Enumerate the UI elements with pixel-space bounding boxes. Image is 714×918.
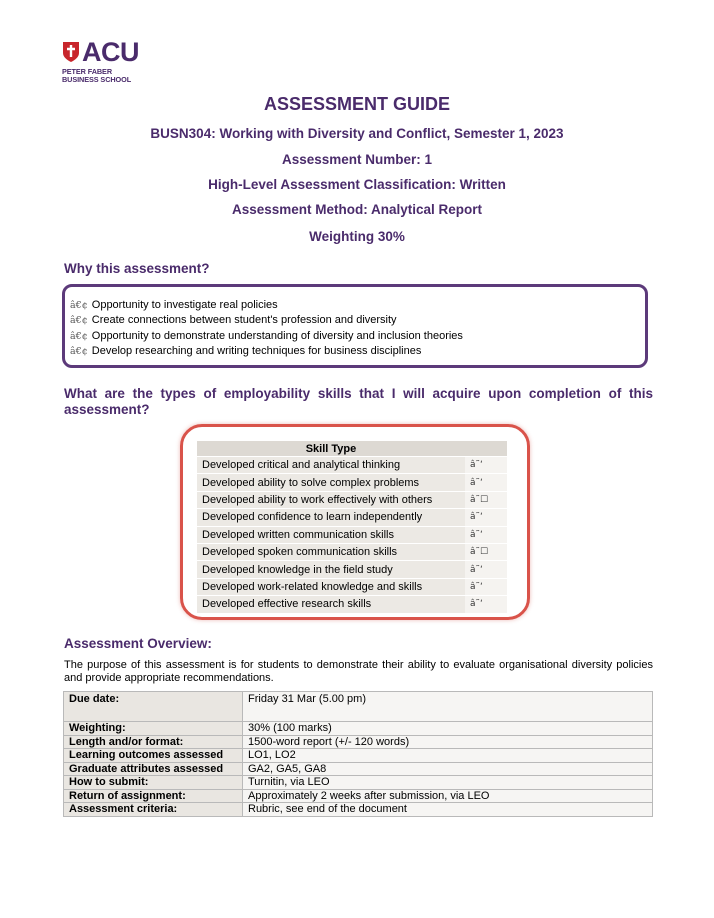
page-title: ASSESSMENT GUIDE [263,94,451,114]
detail-label: Length and/or format: [64,735,243,749]
logo-school-line2: BUSINESS SCHOOL [62,75,132,84]
course-title: BUSN304: Working with Diversity and Conflict, Semester 1, 2023 [150,126,564,141]
table-row [197,509,507,526]
table-row [197,543,507,560]
table-header-row [197,441,507,457]
detail-label: Due date: [64,692,243,722]
detail-label: Learning outcomes assessed [64,749,243,763]
bullet-icon: â€¢ [70,315,88,327]
bullet-icon: â€¢ [70,346,88,358]
skills-table [197,441,507,614]
skill-name: Developed knowledge in the field study [197,561,465,578]
list-item-text: Opportunity to demonstrate understanding of diversity and inclusion theories [91,329,463,342]
checkbox-icon: â˜‘ [465,561,507,578]
skill-name: Developed effective research skills [197,596,465,613]
skill-name: Developed spoken communication skills [197,543,465,560]
detail-value: GA2, GA5, GA8 [243,762,653,776]
detail-label: Weighting: [64,722,243,736]
logo-school [62,68,131,84]
skill-type-header: Skill Type [197,441,465,457]
skill-name: Developed ability to work effectively with others [197,491,465,508]
assessment-classification: High-Level Assessment Classification: Written [208,177,506,192]
shield-icon [63,42,79,62]
checkbox-icon: â˜‘ [465,457,507,474]
list-item [70,298,463,313]
list-item [70,313,463,328]
skill-name: Developed ability to solve complex problems [197,474,465,491]
logo-school-line1: PETER FABER [62,67,112,76]
skill-name: Developed confidence to learn independently [197,509,465,526]
why-list [70,298,463,360]
checkbox-icon: â˜‘ [465,509,507,526]
list-item [70,329,463,344]
skill-name: Developed work-related knowledge and skills [197,578,465,595]
list-item-text: Develop researching and writing techniques for business disciplines [91,345,422,358]
detail-label: Graduate attributes assessed [64,762,243,776]
list-item-text: Opportunity to investigate real policies [91,299,278,311]
table-row [197,474,507,491]
detail-value: 1500-word report (+/- 120 words) [243,735,653,749]
table-row [64,762,653,776]
table-row [197,526,507,543]
checkbox-icon: â˜☐ [465,491,507,508]
overview-heading: Assessment Overview: [64,636,212,651]
overview-text: The purpose of this assessment is for students to demonstrate their ability to evaluate organisational diversity policies and provide appropriate recommendations. [64,659,653,684]
skill-name: Developed critical and analytical thinking [197,457,465,474]
detail-value: LO1, LO2 [243,749,653,763]
checkbox-icon: â˜☐ [465,543,507,560]
why-heading: Why this assessment? [64,261,210,276]
detail-value: Rubric, see end of the document [243,803,653,817]
table-row [64,749,653,763]
logo-brand: ACU [82,37,139,67]
skill-name: Developed written communication skills [197,526,465,543]
assessment-weighting: Weighting 30% [309,229,405,244]
assessment-method: Assessment Method: Analytical Report [231,202,483,217]
table-row [197,491,507,508]
table-row [197,578,507,595]
table-row [64,789,653,803]
list-item [70,344,463,359]
checkbox-icon: â˜‘ [465,474,507,491]
assessment-number: Assessment Number: 1 [281,152,433,167]
checkbox-icon: â˜‘ [465,578,507,595]
detail-value: Approximately 2 weeks after submission, via LEO [243,789,653,803]
checkbox-icon: â˜‘ [465,596,507,613]
details-table [63,691,653,817]
detail-label: Assessment criteria: [64,803,243,817]
detail-label: Return of assignment: [64,789,243,803]
checkbox-icon: â˜‘ [465,526,507,543]
table-row [64,692,653,722]
table-row [64,735,653,749]
table-row [197,561,507,578]
bullet-icon: â€¢ [70,330,88,342]
detail-label: How to submit: [64,776,243,790]
table-row [64,722,653,736]
list-item-text: Create connections between student's profession and diversity [91,314,397,327]
mark-header [465,441,507,457]
table-row [197,596,507,613]
table-row [64,803,653,817]
acu-logo [62,37,152,90]
bullet-icon: â€¢ [70,300,88,311]
table-row [64,776,653,790]
detail-value: Turnitin, via LEO [243,776,653,790]
detail-value: 30% (100 marks) [243,722,653,736]
table-row [197,457,507,474]
detail-value: Friday 31 Mar (5.00 pm) [243,692,653,722]
skills-heading: What are the types of employability skills that I will acquire upon completion of this assessment? [64,386,653,417]
